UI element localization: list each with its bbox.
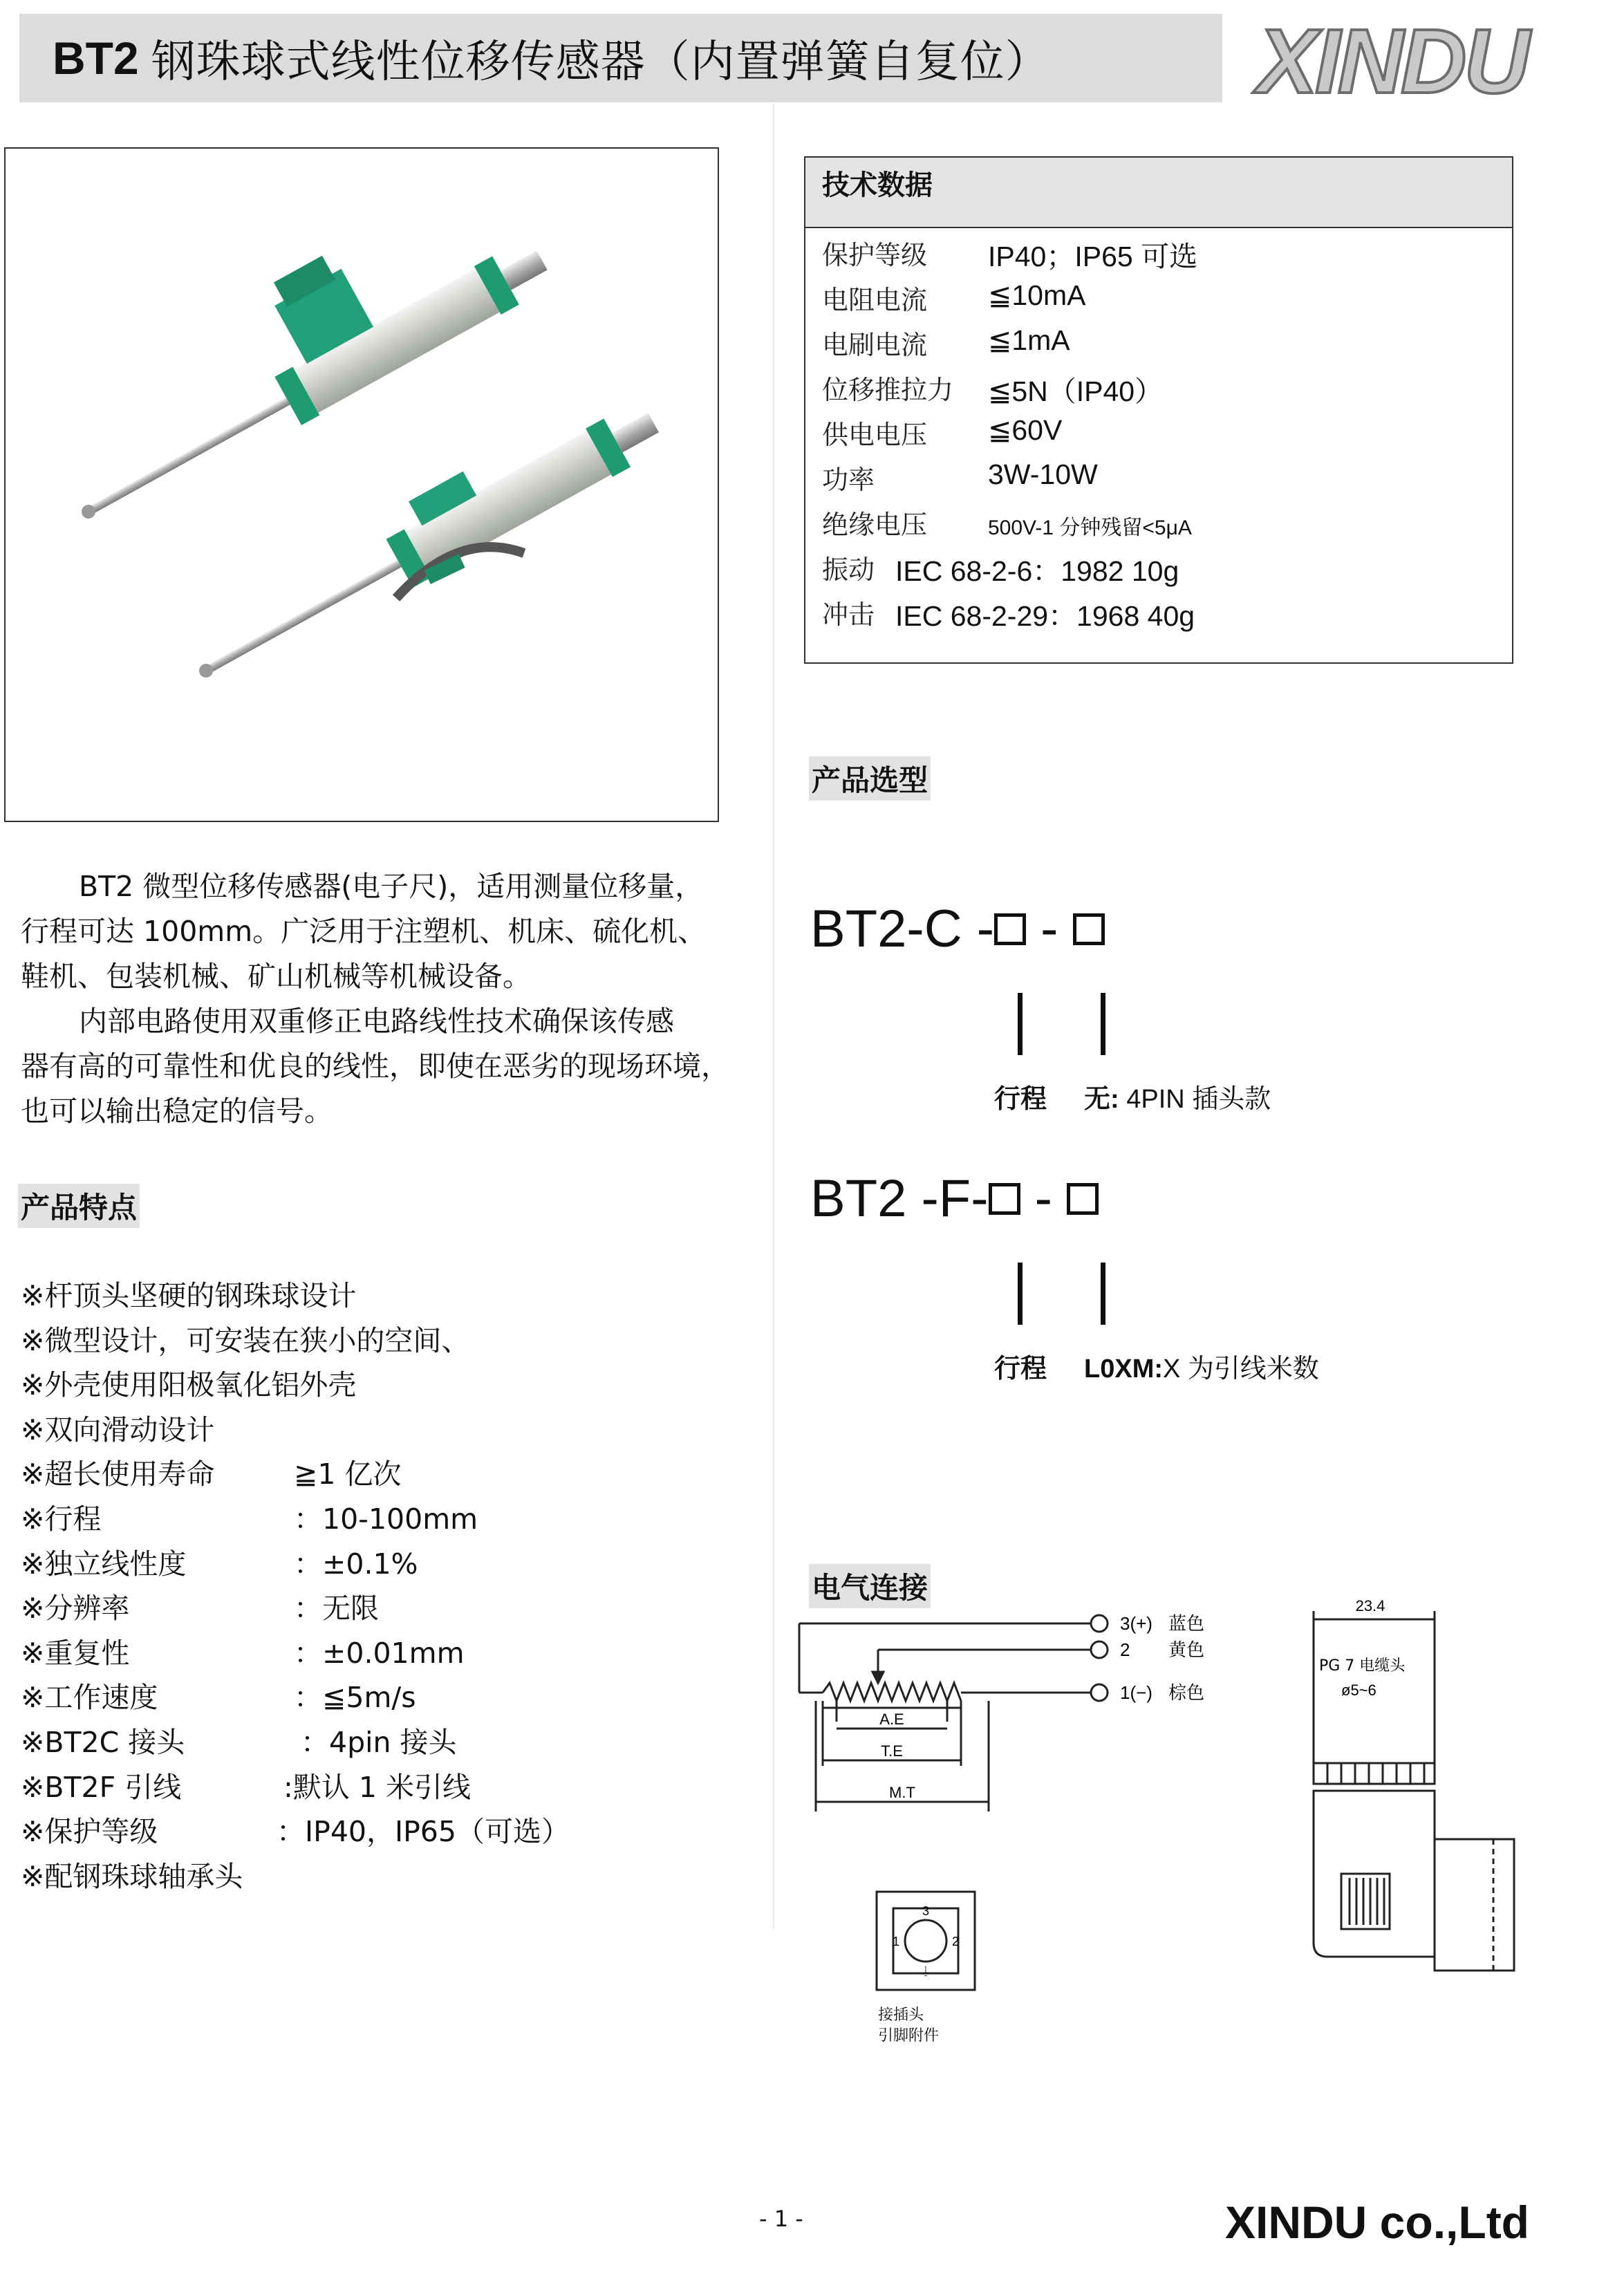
title-bar — [19, 14, 1222, 102]
feature-label: ※分辨率 — [21, 1592, 130, 1626]
option-box — [989, 1183, 1020, 1215]
feature-value: ：无限 — [294, 1592, 379, 1626]
feature-item — [21, 1675, 767, 1720]
option-key: L0XM: — [1084, 1354, 1163, 1384]
plug-pin-3: 3 — [922, 1904, 930, 1918]
feature-item — [21, 1408, 767, 1453]
option-box — [1073, 913, 1105, 945]
page-number: - 1 - — [759, 2206, 803, 2232]
feature-item — [21, 1765, 767, 1810]
connector-option — [1084, 1077, 1271, 1115]
tech-row — [822, 458, 1098, 496]
tech-key: 供电电压 — [822, 420, 928, 450]
feature-label: ※配钢珠球轴承头 — [21, 1859, 243, 1893]
plug-pinout — [872, 1888, 983, 2005]
stroke-label: 行程 — [994, 1354, 1047, 1384]
feature-item — [21, 1854, 767, 1899]
option-desc: X 为引线米数 — [1163, 1354, 1319, 1384]
feature-item — [21, 1319, 767, 1363]
tech-row — [822, 548, 1179, 587]
pointer-bar — [1018, 1263, 1023, 1325]
feature-value: ：10-100mm — [294, 1502, 478, 1536]
feature-item — [21, 1809, 767, 1854]
tech-key: 电阻电流 — [822, 285, 928, 315]
feature-item — [21, 1720, 767, 1765]
feature-item — [21, 1631, 767, 1676]
connector-dim: 23.4 — [1355, 1597, 1385, 1614]
pointer-bar — [1101, 1263, 1105, 1325]
tech-value: 3W-10W — [988, 458, 1098, 490]
tech-data-table — [804, 156, 1513, 664]
plug-caption — [878, 2005, 939, 2047]
tech-key: 绝缘电压 — [822, 510, 928, 540]
connector-label: PG 7 电缆头 — [1319, 1657, 1406, 1675]
dim-ae: A.E — [879, 1711, 904, 1728]
tech-value: IP40；IP65 可选 — [988, 241, 1198, 272]
ground-icon: ⏚ — [920, 1965, 932, 1980]
wiring-diagram — [795, 1597, 1224, 1832]
feature-value: ：±0.01mm — [294, 1636, 465, 1670]
stroke-label: 行程 — [994, 1085, 1047, 1114]
pointer-bar — [1101, 993, 1105, 1055]
dim-te: T.E — [881, 1742, 903, 1760]
plug-pin-2: 2 — [951, 1935, 960, 1948]
pin-1-label: 1(−) — [1120, 1682, 1152, 1703]
feature-item — [21, 1497, 767, 1542]
tech-row — [822, 324, 1070, 362]
feature-item — [21, 1363, 767, 1408]
model-prefix: BT2 -F- — [810, 1169, 989, 1228]
feature-label: ※外壳使用阳极氧化铝外壳 — [21, 1368, 357, 1402]
feature-item — [21, 1542, 767, 1587]
dim-mt: M.T — [889, 1784, 915, 1801]
model-separator: - — [1020, 1169, 1067, 1228]
feature-label: ※杆顶头坚硬的钢珠球设计 — [21, 1279, 357, 1312]
plug-caption-line: 接插头 — [878, 2006, 924, 2024]
feature-value: ：±0.1% — [294, 1547, 418, 1581]
option-box — [1067, 1183, 1099, 1215]
tech-key: 电刷电流 — [822, 330, 928, 360]
tech-key: 振动 — [822, 555, 875, 585]
feature-label: ※微型设计，可安装在狭小的空间、 — [21, 1323, 470, 1357]
option-box — [994, 913, 1026, 945]
feature-item — [21, 1274, 767, 1319]
intro-line: 行程可达 100mm。广泛用于注塑机、机床、硫化机、 — [21, 915, 707, 948]
pin-3-color: 蓝色 — [1168, 1614, 1205, 1635]
feature-label: ※BT2C 接头 — [21, 1725, 185, 1759]
product-model: BT2 — [53, 32, 139, 84]
features-heading: 产品特点 — [18, 1184, 140, 1228]
tech-row — [822, 503, 1192, 541]
feature-label: ※工作速度 — [21, 1681, 158, 1715]
company-name: XINDU co.,Ltd — [1225, 2197, 1529, 2248]
connector-drawing — [1286, 1590, 1535, 2005]
plug-pin-1: 1 — [892, 1935, 900, 1948]
feature-value: ≧1 亿次 — [294, 1458, 402, 1491]
tech-data-heading: 技术数据 — [805, 158, 1512, 228]
intro-line: 器有高的可靠性和优良的线性，即使在恶劣的现场环境， — [21, 1050, 729, 1083]
feature-label: ※超长使用寿命 — [21, 1458, 215, 1491]
feature-label: ※独立线性度 — [21, 1547, 187, 1581]
feature-item — [21, 1586, 767, 1631]
tech-key: 保护等级 — [822, 240, 928, 270]
sensor-illustration — [6, 149, 718, 821]
feature-label: ※重复性 — [21, 1636, 130, 1670]
tech-value: ≦60V — [988, 414, 1063, 446]
intro-line: 鞋机、包装机械、矿山机械等机械设备。 — [21, 960, 531, 993]
pin-3-label: 3(+) — [1120, 1613, 1152, 1634]
page-title: 钢珠球式线性位移传感器（内置弹簧自复位） — [151, 37, 1050, 88]
model-code-f — [810, 1168, 1099, 1229]
pointer-bar — [1018, 993, 1023, 1055]
plug-caption-line: 引脚附件 — [878, 2027, 940, 2045]
intro-line: BT2 微型位移传感器(电子尺)，适用测量位移量， — [79, 870, 704, 903]
intro-text — [21, 864, 767, 1134]
model-prefix: BT2-C - — [810, 900, 994, 958]
tech-row — [822, 593, 1195, 632]
feature-value: ：≦5m/s — [294, 1681, 416, 1715]
tech-row — [822, 234, 1198, 272]
feature-value: ：IP40，IP65（可选） — [277, 1815, 570, 1849]
pin-2-color: 黄色 — [1168, 1640, 1205, 1661]
electrical-heading: 电气连接 — [809, 1564, 931, 1608]
product-photo — [4, 147, 719, 822]
tech-key: 冲击 — [822, 599, 875, 630]
column-divider — [773, 104, 774, 1929]
company-logo — [1257, 10, 1547, 113]
feature-label: ※行程 — [21, 1502, 102, 1536]
tech-value: ≦1mA — [988, 324, 1070, 356]
cable-diameter: ø5~6 — [1341, 1682, 1376, 1699]
feature-label: ※BT2F 引线 — [21, 1770, 182, 1804]
tech-value: ≦10mA — [988, 279, 1086, 311]
feature-value: ：4pin 接头 — [301, 1725, 457, 1759]
tech-row — [822, 279, 1086, 317]
tech-value: IEC 68-2-6：1982 10g — [895, 555, 1179, 587]
tech-row — [822, 413, 1063, 451]
feature-label: ※双向滑动设计 — [21, 1413, 215, 1446]
feature-item — [21, 1452, 767, 1497]
tech-value: ≦5N（IP40） — [988, 375, 1164, 407]
pin-2-label: 2 — [1120, 1639, 1130, 1660]
tech-row — [822, 369, 1164, 407]
tech-key: 功率 — [822, 465, 875, 495]
intro-line: 也可以输出稳定的信号。 — [21, 1095, 333, 1128]
model-code-c — [810, 899, 1105, 959]
features-list — [21, 1274, 767, 1899]
tech-key: 位移推拉力 — [822, 375, 954, 405]
option-desc: 4PIN 插头款 — [1119, 1085, 1271, 1114]
lead-option — [1084, 1347, 1319, 1385]
tech-value: 500V-1 分钟残留<5μA — [988, 516, 1192, 539]
feature-label: ※保护等级 — [21, 1815, 158, 1849]
model-separator: - — [1026, 900, 1073, 958]
pin-1-color: 棕色 — [1168, 1683, 1205, 1704]
logo-text: XINDU — [1257, 10, 1527, 112]
option-key: 无: — [1084, 1085, 1119, 1114]
intro-line: 内部电路使用双重修正电路线性技术确保该传感 — [79, 1005, 674, 1038]
selection-heading: 产品选型 — [809, 756, 931, 801]
tech-value: IEC 68-2-29：1968 40g — [895, 600, 1195, 632]
feature-value: :默认 1 米引线 — [283, 1770, 471, 1804]
